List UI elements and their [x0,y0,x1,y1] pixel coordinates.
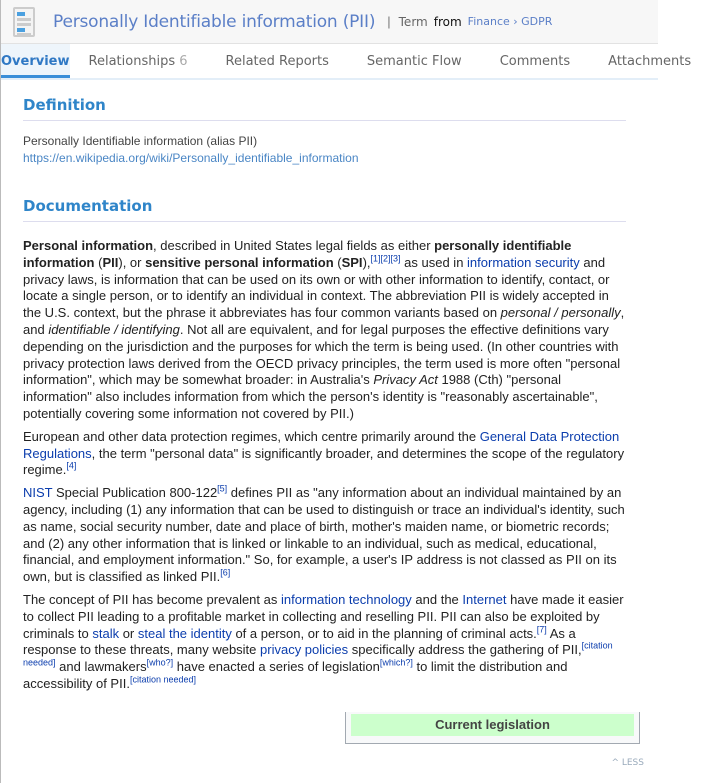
wiki-link[interactable]: NIST [23,485,53,501]
tab-label: Attachments [608,54,692,69]
text-segment: personally identifiable information [23,238,572,270]
wiki-link[interactable]: General Data Protection Regulations [23,428,620,461]
text-segment: or [119,625,138,641]
citation-link[interactable]: [6] [220,567,231,578]
tab-overview[interactable] [1,44,70,78]
wiki-link[interactable]: privacy policies [260,642,349,658]
text-segment: sensitive personal information [145,254,334,270]
citation-link[interactable]: [5] [217,483,228,494]
less-label: LESS [621,758,644,768]
text-segment: The concept of PII has become prevalent as [23,591,281,607]
citation-link[interactable]: [which?] [379,657,413,668]
tab-count: 6 [179,54,188,69]
text-segment: Privacy Act [373,372,438,388]
citation-link[interactable]: [7] [536,624,547,635]
text-segment: ( [333,254,342,270]
text-segment: specifically address the gathering of PII, [348,642,582,658]
text-segment: Personal information [23,238,154,253]
title-separator: | [387,14,391,29]
definition-heading: Definition [23,80,626,121]
wiki-link[interactable]: information security [467,254,580,270]
documentation-paragraph [23,592,626,693]
from-label: from [433,14,462,29]
documentation-heading: Documentation [23,181,626,222]
tab-label: Semantic Flow [366,54,462,69]
text-segment: of a person, or to aid in the planning of criminal acts. [231,625,537,641]
text-segment: ), [362,254,371,270]
text-segment: Special Publication 800-122 [52,485,218,501]
definition-body [23,133,626,167]
text-segment: have enacted a series of legislation [173,659,380,675]
tab-attachments[interactable] [589,44,710,78]
documentation-paragraph [23,485,626,586]
text-segment: identifiable / identifying [48,321,180,337]
text-segment: As a response to these threats, many website [23,625,576,658]
text-segment: , the term "personal data" is significantly broader, and determines the scope of the regulatory regime. [23,445,625,478]
wiki-link[interactable]: steal the identity [137,625,232,641]
text-segment: SPI [341,254,363,270]
documentation-paragraph [23,238,626,423]
tab-comments[interactable] [481,44,589,78]
wiki-link[interactable]: stalk [92,625,120,641]
tab-label: Comments [499,54,571,69]
chevron-up-icon: ^ [611,758,619,768]
page-title: Personally Identifiable information (PII) [53,11,376,32]
citation-link[interactable]: [citation needed] [23,641,613,668]
page-header [1,0,658,44]
definition-link[interactable]: https://en.wikipedia.org/wiki/Personally_identifiable_information [23,151,359,165]
tab-relationships[interactable] [70,44,207,78]
text-segment: personal / personally [500,305,621,321]
text-segment: and privacy laws, is information that can be used on its own or with other information to identify, contact, or locate a single person, or to identify an individual in context. The abbreviation PII is widely accepted in the U.S. context, but the phrase it abbreviates has four common variants based on [23,254,610,321]
infobox-heading: Current legislation [351,714,634,736]
tab-label: Related Reports [225,54,329,69]
document-icon [13,7,35,37]
documentation-paragraph [23,429,626,479]
text-segment: , and [23,305,625,337]
text-segment: 1988 (Cth) "personal information" also includes information from which the person's identity is "reasonably ascertainable", potentially covering some information not covered by PII.) [23,372,598,421]
text-segment: , described in United States legal fields as either [153,238,435,253]
citation-link[interactable]: [4] [66,461,77,472]
tab-semantic-flow[interactable] [348,44,481,78]
text-segment: and lawmakers [55,659,147,675]
citation-link[interactable]: [1][2][3] [370,253,401,264]
text-segment: have made it easier to collect PII leading to a profitable market in collecting and reselling PII. PII can also be exploited by criminals to [23,591,624,641]
documentation-body [23,238,626,693]
text-segment: and the [411,591,463,607]
less-button[interactable] [611,758,644,768]
overview-content [1,80,658,726]
wiki-link[interactable]: Internet [462,591,507,607]
definition-text: Personally Identifiable information (alias PII) [23,134,258,148]
text-segment: European and other data protection regimes, which centre primarily around the [23,428,480,444]
tab-label: Relationships [88,54,176,69]
citation-link[interactable]: [citation needed] [129,674,196,685]
text-segment: ), or [118,254,146,270]
text-segment: defines PII as "any information about an individual maintained by an agency, including (1) any information that can be used to distinguish or trace an individual's identity, such as name, social security number, date and place of birth, mother's maiden name, or biometric records; and (2) any other information that is linked or linkable to an individual, such as medical, educational, financial, and employment information." So, for example, a user's IP address is not classed as PII on its own, but is classified as linked PII. [23,485,625,585]
text-segment: . Not all are equivalent, and for legal purposes the effective definitions vary depending on the jurisdiction and the purposes for which the term is being used. (In other countries with privacy protection laws derived from the OECD privacy principles, the term used is more often "personal information", which may be somewhat broader: in Australia's [23,321,621,388]
text-segment: PII [102,254,119,270]
text-segment: as used in [400,254,468,270]
asset-type: Term [398,14,428,29]
citation-link[interactable]: [who?] [146,657,174,668]
wiki-link[interactable]: information technology [280,591,412,607]
text-segment: ( [94,254,103,270]
tab-bar [1,44,692,80]
breadcrumb[interactable]: Finance › GDPR [467,15,553,28]
tab-related-reports[interactable] [207,44,348,78]
text-segment: to limit the distribution and accessibility of PII. [23,659,568,691]
tab-label: Overview [1,54,70,69]
